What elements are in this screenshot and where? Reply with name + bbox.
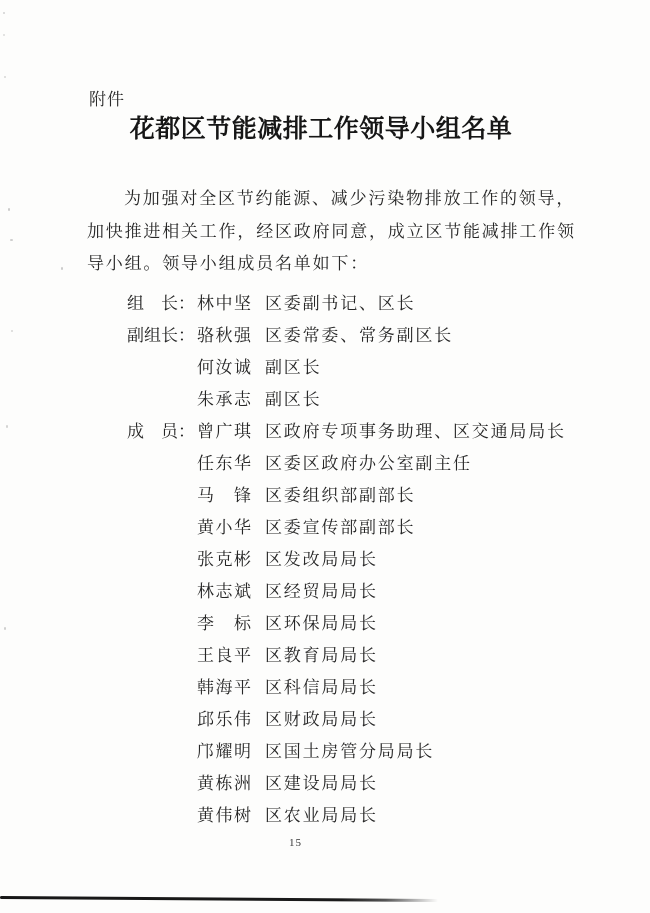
- scan-speck: [10, 239, 13, 241]
- roster-position: 区科信局局长: [265, 677, 378, 697]
- scan-speck: [4, 76, 6, 78]
- roster-row: [87, 573, 607, 605]
- roster-row: [87, 765, 607, 797]
- roster-name: 李 标: [197, 613, 253, 633]
- roster-row: [87, 285, 607, 317]
- roster-row: [87, 669, 607, 701]
- roster-row: [87, 509, 607, 541]
- roster-name: 王良平: [197, 645, 253, 665]
- paragraph-line: 导小组。领导小组成员名单如下：: [87, 254, 369, 273]
- roster-name: 黄伟树: [197, 805, 253, 825]
- paragraph-line: 加快推进相关工作，经区政府同意，成立区节能减排工作领: [87, 221, 576, 241]
- roster-position: 区国土房管分局局长: [265, 741, 435, 761]
- roster-row: [87, 317, 607, 349]
- intro-paragraph: [87, 183, 576, 281]
- roster-position: 副区长: [265, 357, 322, 377]
- scan-speck: [8, 208, 10, 211]
- roster-position: 区委常委、常务副区长: [265, 325, 453, 345]
- roster-position: 区教育局局长: [265, 645, 378, 665]
- roster-name: 黄小华: [197, 517, 253, 537]
- roster-position: 区委组织部副部长: [265, 485, 416, 505]
- roster-position: 区发改局局长: [265, 549, 378, 569]
- roster-name: 任东华: [197, 453, 253, 473]
- scan-artifact-line: [0, 896, 438, 902]
- scan-speck: [11, 330, 13, 332]
- roster-name: 骆秋强: [197, 325, 253, 345]
- scan-speck: [6, 425, 8, 428]
- roster-name: 邱乐伟: [197, 709, 253, 729]
- roster-name: 韩海平: [197, 677, 253, 697]
- roster-name: 邝耀明: [197, 741, 253, 761]
- roster-row: [87, 605, 607, 637]
- roster-list: [87, 285, 607, 829]
- scan-speck: [4, 627, 6, 630]
- roster-row: [87, 701, 607, 733]
- roster-row: [87, 637, 607, 669]
- roster-position: 区委区政府办公室副主任: [265, 453, 472, 473]
- roster-position: 区委宣传部副部长: [265, 517, 416, 537]
- roster-role-label: 成 员：: [127, 421, 195, 441]
- roster-name: 马 锋: [197, 485, 253, 505]
- scan-speck: [3, 34, 5, 36]
- roster-name: 黄栋洲: [197, 773, 253, 793]
- roster-row: [87, 445, 607, 477]
- roster-position: 区经贸局局长: [265, 581, 378, 601]
- page-number: 15: [289, 837, 302, 849]
- scan-speck: [61, 267, 63, 270]
- roster-name: 林志斌: [197, 581, 253, 601]
- roster-name: 曾广琪: [197, 421, 253, 441]
- roster-row: [87, 541, 607, 573]
- roster-position: 区农业局局长: [265, 805, 378, 825]
- roster-row: [87, 349, 607, 381]
- roster-name: 林中坚: [197, 293, 253, 313]
- roster-position: 区委副书记、区长: [265, 293, 416, 313]
- roster-position: 区建设局局长: [265, 773, 378, 793]
- roster-row: [87, 413, 607, 445]
- page-title: 花都区节能减排工作领导小组名单: [129, 116, 513, 143]
- roster-position: 区环保局局长: [265, 613, 378, 633]
- paragraph-line: 为加强对全区节约能源、减少污染物排放工作的领导，: [124, 189, 576, 208]
- scan-speck: [3, 12, 5, 14]
- roster-position: 副区长: [265, 389, 322, 409]
- attachment-label: 附件: [89, 90, 125, 109]
- roster-name: 何汝诚: [197, 357, 253, 377]
- roster-row: [87, 797, 607, 829]
- roster-position: 区财政局局长: [265, 709, 378, 729]
- roster-role-label: 副组长：: [127, 325, 195, 345]
- roster-row: [87, 733, 607, 765]
- roster-name: 朱承志: [197, 389, 253, 409]
- roster-name: 张克彬: [197, 549, 253, 569]
- roster-row: [87, 381, 607, 413]
- roster-role-label: 组 长：: [127, 293, 195, 313]
- roster-row: [87, 477, 607, 509]
- roster-position: 区政府专项事务助理、区交通局局长: [265, 421, 566, 441]
